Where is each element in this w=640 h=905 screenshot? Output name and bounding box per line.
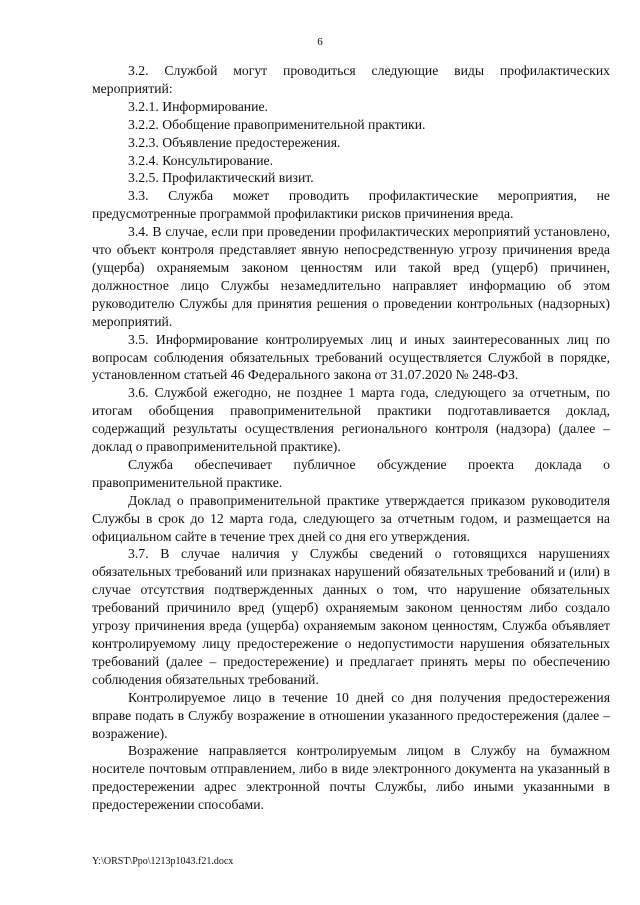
paragraph-3-7: 3.7. В случае наличия у Службы сведений о готовящихся нарушениях обязательных требований или признаках нарушений обязательных требований и (или) в случае отсутствия подтвержденных данных о том, что нарушение обязательных требований причинило вред (ущерб) охраняемым законом ценностям либо создало угрозу причинения вреда (ущерба) охраняемым законом ценностям, Служба объявляет контролируемому лицу предостережение о недопустимости нарушения обязательных требований (далее – предостережение) и предлагает принять меры по обеспечению соблюдения обязательных требований. xyxy=(92,546,610,687)
paragraph-3-2-5: 3.2.5. Профилактический визит. xyxy=(128,170,314,186)
page-number: 6 xyxy=(317,36,323,48)
paragraph-3-2-2: 3.2.2. Обобщение правоприменительной практики. xyxy=(128,116,426,132)
paragraph-3-2-3: 3.2.3. Объявление предостережения. xyxy=(128,134,341,150)
paragraph-objection-submission: Возражение направляется контролируемым лицом в Службу на бумажном носителе почтовым отправлением, либо в виде электронного документа на указанный в предостережении адрес электронной почты Службы, либо иными указанными в предостережении способами. xyxy=(92,743,610,813)
paragraph-3-3: 3.3. Служба может проводить профилактические мероприятия, не предусмотренные программой профилактики рисков причинения вреда. xyxy=(92,188,610,222)
paragraph-public-discussion: Служба обеспечивает публичное обсуждение проекта доклада о правоприменительной практике. xyxy=(92,456,610,490)
paragraph-3-2-1: 3.2.1. Информирование. xyxy=(128,98,268,114)
paragraph-objection-term: Контролируемое лицо в течение 10 дней со дня получения предостережения вправе подать в Службу возражение в отношении указанного предостережения (далее – возражение). xyxy=(92,689,610,741)
paragraph-3-4: 3.4. В случае, если при проведении профилактических мероприятий установлено, что объект контроля представляет явную непосредственную угрозу причинения вреда (ущерба) охраняемым законом ценностям или такой вред (ущерб) причинен, должностное лицо Службы незамедлительно направляет информацию об этом руководителю Службы для принятия решения о проведении контрольных (надзорных) мероприятий. xyxy=(92,224,610,329)
paragraph-3-2: 3.2. Службой могут проводиться следующие виды профилактических мероприятий: xyxy=(92,63,610,96)
footer-file-path: Y:\ORST\Ppo\1213p1043.f21.docx xyxy=(92,856,234,867)
paragraph-report-approval: Доклад о правоприменительной практике утверждается приказом руководителя Службы в срок до 12 марта года, следующего за отчетным годом, и размещается на официальном сайте в течение трех дней со дня его утверждения. xyxy=(92,492,610,544)
document-body xyxy=(92,62,610,814)
paragraph-3-6: 3.6. Службой ежегодно, не позднее 1 марта года, следующего за отчетным, по итогам обобщения правоприменительной практики подготавливается доклад, содержащий результаты осуществления регионального контроля (надзора) (далее – доклад о правоприменительной практике). xyxy=(92,385,610,455)
paragraph-3-2-4: 3.2.4. Консультирование. xyxy=(128,152,274,168)
paragraph-3-5: 3.5. Информирование контролируемых лиц и иных заинтересованных лиц по вопросам соблюдения обязательных требований осуществляется Службой в порядке, установленном статьей 46 Федерального закона от 31.07.2020 № 248-ФЗ. xyxy=(92,331,610,383)
